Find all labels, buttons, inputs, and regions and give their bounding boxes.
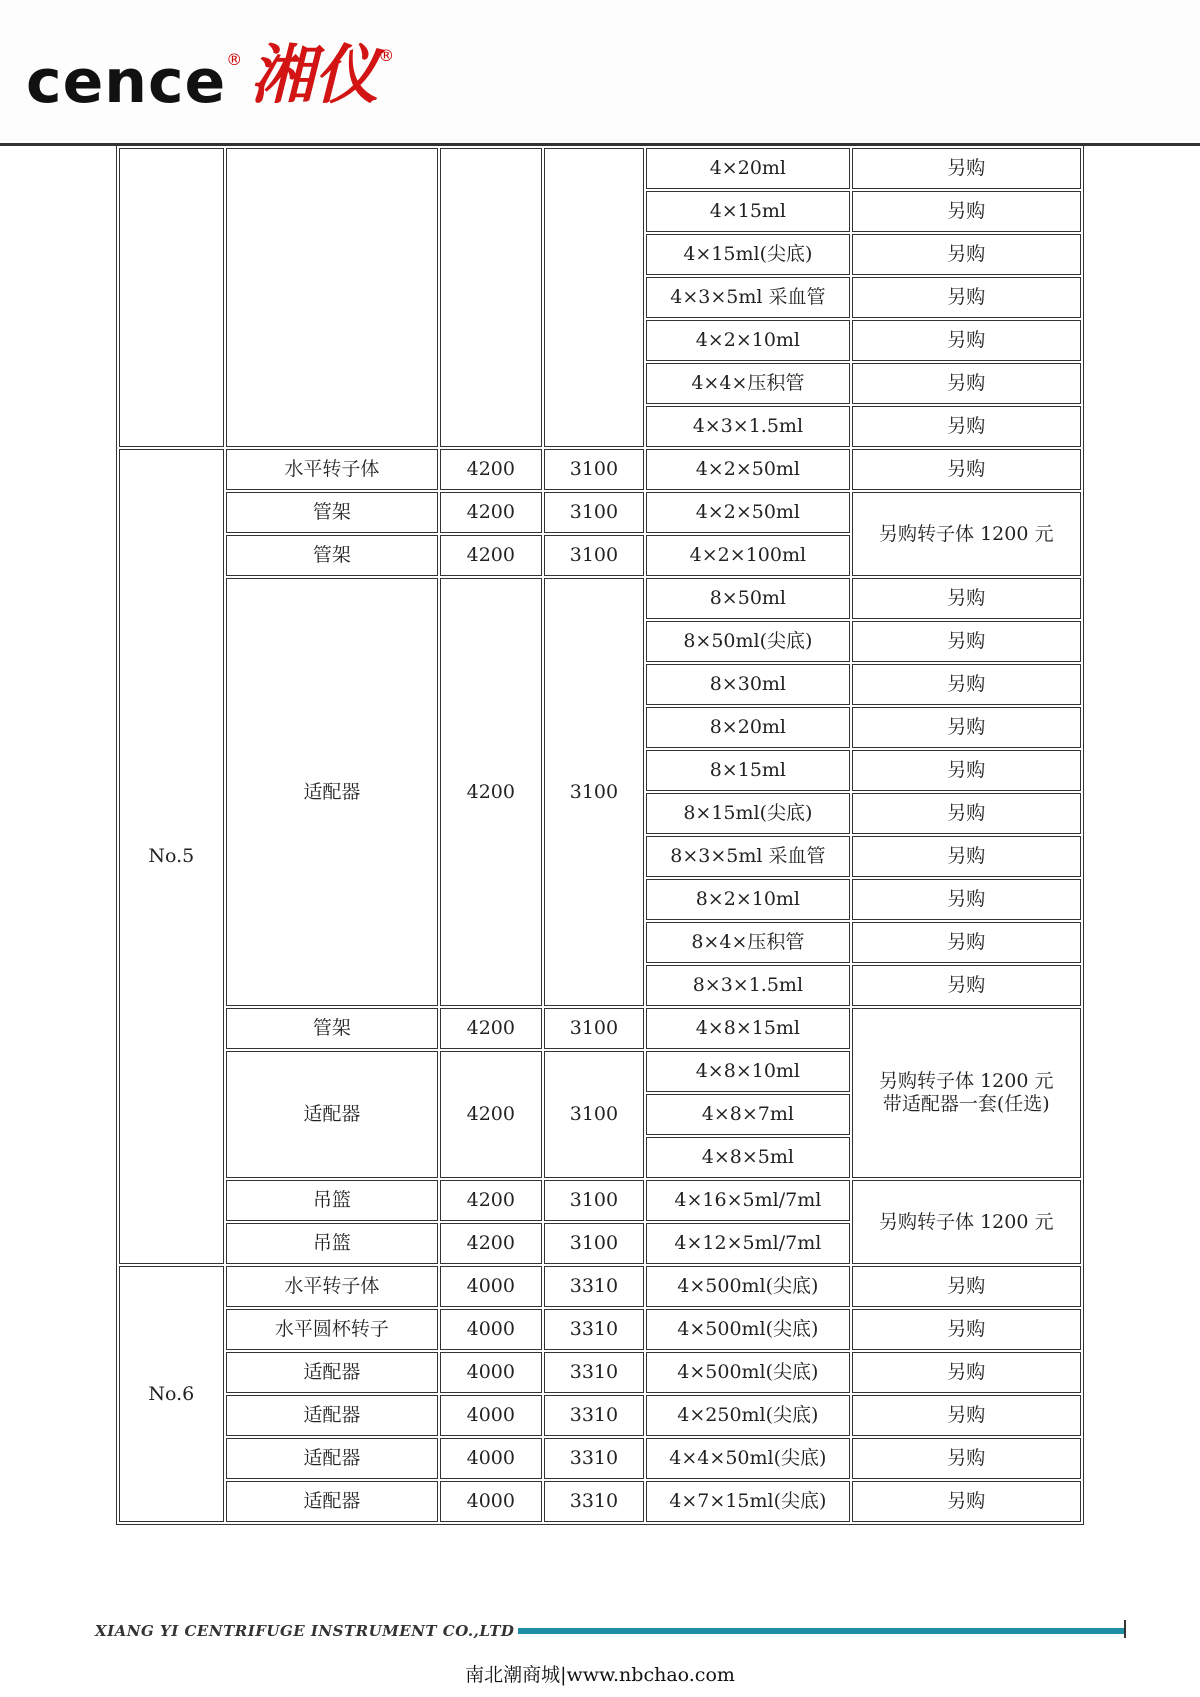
- note-cell: 另购: [852, 191, 1082, 232]
- note-line: 带适配器一套(任选): [882, 1093, 1050, 1115]
- speed-cell: 4000: [440, 1309, 542, 1350]
- registered-mark: ®: [378, 46, 395, 65]
- table-row: [119, 1180, 1081, 1221]
- speed-cell: 4200: [440, 1008, 542, 1049]
- rcf-cell: 3310: [544, 1352, 645, 1393]
- note-cell: 另购: [852, 1481, 1082, 1522]
- capacity-cell: 4×8×10ml: [646, 1051, 849, 1092]
- rcf-cell: 3100: [544, 1051, 645, 1178]
- model-cell: [119, 148, 224, 447]
- capacity-cell: 4×12×5ml/7ml: [646, 1223, 849, 1264]
- part-cell: 管架: [226, 492, 438, 533]
- capacity-cell: 8×30ml: [646, 664, 849, 705]
- note-cell: 另购: [852, 1438, 1082, 1479]
- capacity-cell: 4×15ml(尖底): [646, 234, 849, 275]
- part-cell: 适配器: [226, 1438, 438, 1479]
- table-row: [119, 1438, 1081, 1479]
- speed-cell: 4200: [440, 449, 542, 490]
- capacity-cell: 4×3×5ml 采血管: [646, 277, 849, 318]
- speed-cell: 4000: [440, 1395, 542, 1436]
- speed-cell: 4000: [440, 1481, 542, 1522]
- rcf-cell: 3100: [544, 1223, 645, 1264]
- page-header: [0, 0, 1200, 144]
- capacity-cell: 4×2×50ml: [646, 492, 849, 533]
- speed-cell: 4200: [440, 578, 542, 1006]
- capacity-cell: 8×3×1.5ml: [646, 965, 849, 1006]
- part-cell: 水平转子体: [226, 449, 438, 490]
- rcf-cell: 3310: [544, 1309, 645, 1350]
- note-cell: 另购: [852, 1309, 1082, 1350]
- speed-cell: 4000: [440, 1352, 542, 1393]
- note-cell: 另购: [852, 664, 1082, 705]
- rcf-cell: 3310: [544, 1481, 645, 1522]
- table-row: [119, 578, 1081, 619]
- logo-chinese: 湘仪: [250, 38, 379, 113]
- rcf-cell: 3100: [544, 1008, 645, 1049]
- capacity-cell: 4×7×15ml(尖底): [646, 1481, 849, 1522]
- part-cell: 水平圆杯转子: [226, 1309, 438, 1350]
- note-cell: 另购转子体 1200 元: [852, 1180, 1082, 1264]
- capacity-cell: 4×250ml(尖底): [646, 1395, 849, 1436]
- speed-cell: 4200: [440, 1180, 542, 1221]
- note-line: 另购转子体 1200 元: [879, 1070, 1054, 1093]
- table-row: [119, 1481, 1081, 1522]
- note-cell: 另购: [852, 449, 1082, 490]
- rotor-spec-table: [116, 145, 1084, 1525]
- part-cell: 吊篮: [226, 1180, 438, 1221]
- capacity-cell: 4×2×50ml: [646, 449, 849, 490]
- part-cell: 适配器: [226, 578, 438, 1006]
- capacity-cell: 8×50ml(尖底): [646, 621, 849, 662]
- note-cell: 另购: [852, 578, 1082, 619]
- rcf-cell: 3310: [544, 1266, 645, 1307]
- part-cell: 吊篮: [226, 1223, 438, 1264]
- note-cell: 另购: [852, 1266, 1082, 1307]
- rcf-cell: 3100: [544, 449, 645, 490]
- note-cell: 另购: [852, 621, 1082, 662]
- part-cell: 管架: [226, 535, 438, 576]
- capacity-cell: 4×20ml: [646, 148, 849, 189]
- speed-cell: [440, 148, 542, 447]
- rcf-cell: 3310: [544, 1438, 645, 1479]
- rcf-cell: 3100: [544, 535, 645, 576]
- capacity-cell: 4×4×压积管: [646, 363, 849, 404]
- capacity-cell: 4×8×7ml: [646, 1094, 849, 1135]
- capacity-cell: 4×8×15ml: [646, 1008, 849, 1049]
- note-cell: 另购: [852, 750, 1082, 791]
- note-cell: 另购: [852, 707, 1082, 748]
- capacity-cell: 8×4×压积管: [646, 922, 849, 963]
- footer-website: 南北潮商城|www.nbchao.com: [465, 1664, 735, 1686]
- capacity-cell: 8×15ml: [646, 750, 849, 791]
- registered-mark: ®: [226, 50, 243, 69]
- rcf-cell: 3100: [544, 492, 645, 533]
- table-row: [119, 148, 1081, 189]
- model-cell: No.5: [119, 449, 224, 1264]
- note-cell: 另购: [852, 320, 1082, 361]
- table-row: [119, 1395, 1081, 1436]
- part-cell: 适配器: [226, 1481, 438, 1522]
- capacity-cell: 4×8×5ml: [646, 1137, 849, 1178]
- capacity-cell: 4×2×100ml: [646, 535, 849, 576]
- table-row: [119, 449, 1081, 490]
- speed-cell: 4200: [440, 492, 542, 533]
- model-cell: No.6: [119, 1266, 224, 1522]
- capacity-cell: 4×15ml: [646, 191, 849, 232]
- note-cell: 另购: [852, 965, 1082, 1006]
- note-cell: 另购: [852, 277, 1082, 318]
- logo-wordmark: cence: [26, 47, 227, 117]
- table-row: [119, 492, 1081, 533]
- note-cell: 另购: [852, 1352, 1082, 1393]
- table-row: [119, 1266, 1081, 1307]
- table-row: [119, 1352, 1081, 1393]
- note-cell: 另购: [852, 148, 1082, 189]
- note-cell: 另购: [852, 879, 1082, 920]
- capacity-cell: 4×500ml(尖底): [646, 1266, 849, 1307]
- speed-cell: 4000: [440, 1266, 542, 1307]
- capacity-cell: 4×500ml(尖底): [646, 1309, 849, 1350]
- speed-cell: 4200: [440, 1051, 542, 1178]
- rcf-cell: 3100: [544, 578, 645, 1006]
- capacity-cell: 4×4×50ml(尖底): [646, 1438, 849, 1479]
- note-cell: 另购转子体 1200 元: [852, 492, 1082, 576]
- part-cell: 管架: [226, 1008, 438, 1049]
- capacity-cell: 8×50ml: [646, 578, 849, 619]
- capacity-cell: 4×500ml(尖底): [646, 1352, 849, 1393]
- note-cell: 另购: [852, 406, 1082, 447]
- capacity-cell: 4×2×10ml: [646, 320, 849, 361]
- rcf-cell: 3310: [544, 1395, 645, 1436]
- capacity-cell: 4×3×1.5ml: [646, 406, 849, 447]
- capacity-cell: 8×3×5ml 采血管: [646, 836, 849, 877]
- table-row: [119, 1309, 1081, 1350]
- speed-cell: 4200: [440, 535, 542, 576]
- note-cell: 另购: [852, 234, 1082, 275]
- speed-cell: 4000: [440, 1438, 542, 1479]
- speed-cell: 4200: [440, 1223, 542, 1264]
- rcf-cell: 3100: [544, 1180, 645, 1221]
- part-cell: 适配器: [226, 1395, 438, 1436]
- table-row: [119, 1008, 1081, 1049]
- note-cell: 另购: [852, 922, 1082, 963]
- note-cell: 另购: [852, 793, 1082, 834]
- capacity-cell: 8×20ml: [646, 707, 849, 748]
- part-cell: 适配器: [226, 1352, 438, 1393]
- footer-divider: [1124, 1620, 1126, 1638]
- note-cell: 另购: [852, 363, 1082, 404]
- footer-accent-bar: [518, 1628, 1126, 1634]
- footer-company-name: XIANG YI CENTRIFUGE INSTRUMENT CO.,LTD: [95, 1622, 515, 1640]
- company-logo: [26, 38, 394, 118]
- note-cell: 另购: [852, 1395, 1082, 1436]
- part-cell: 适配器: [226, 1051, 438, 1178]
- note-cell: [852, 1008, 1082, 1178]
- note-cell: 另购: [852, 836, 1082, 877]
- rcf-cell: [544, 148, 645, 447]
- part-cell: 水平转子体: [226, 1266, 438, 1307]
- capacity-cell: 4×16×5ml/7ml: [646, 1180, 849, 1221]
- capacity-cell: 8×2×10ml: [646, 879, 849, 920]
- capacity-cell: 8×15ml(尖底): [646, 793, 849, 834]
- part-cell: [226, 148, 438, 447]
